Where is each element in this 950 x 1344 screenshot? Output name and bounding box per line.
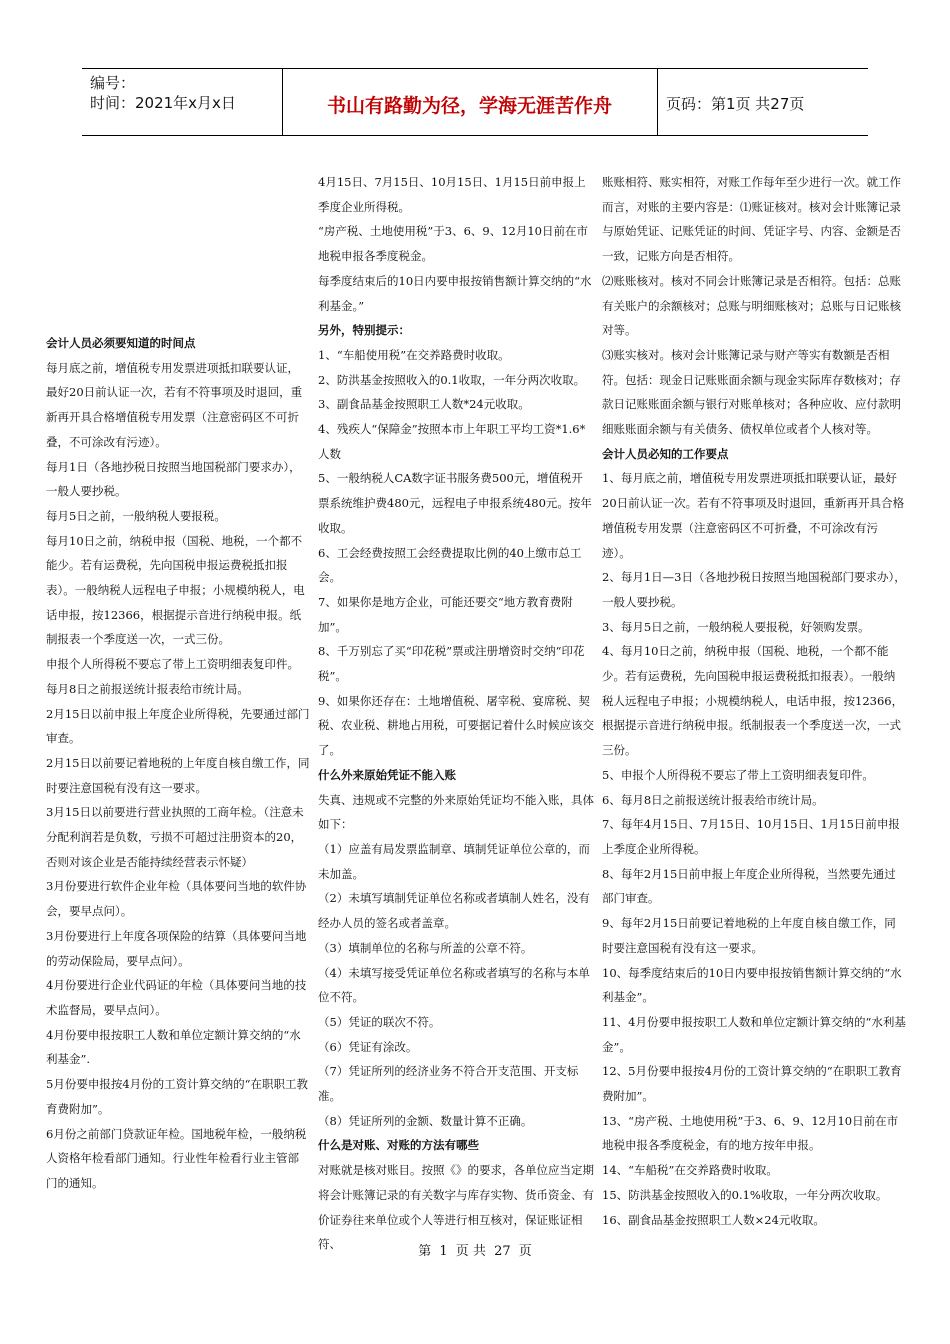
number-label: 编号： <box>90 74 136 92</box>
paragraph: 13、“房产税、土地使用税”于3、6、9、12月10日前在市地税申报各季度税金，有的地方按年申报。 <box>602 1113 899 1153</box>
page-header <box>82 68 868 136</box>
page-footer <box>0 1240 950 1259</box>
paragraph: （3）填制单位的名称与所盖的公章不符。 <box>318 940 533 955</box>
paragraph: ⑶账实核对。核对会计账簿记录与财产等实有数额是否相符。包括：现金日记账账面余额与现金实际库存数核对；存款日记账账面余额与银行对账单核对；各种应收、应付款明细账账面余额与有关债务、债权单位或者个人核对等。 <box>602 347 901 437</box>
section-heading: 会计人员必知的工作要点 <box>602 446 729 461</box>
paragraph: 每月1日（各地抄税日按照当地国税部门要求办），一般人要抄税。 <box>46 459 301 499</box>
paragraph: 8、每年2月15日前申报上年度企业所得税，当然要先通过部门审查。 <box>602 866 896 906</box>
paragraph: 4月份要进行企业代码证的年检（具体要问当地的技术监督局，要早点问）。 <box>46 978 307 1017</box>
paragraph: 2月15日以前申报上年度企业所得税，先要通过部门审查。 <box>46 706 310 746</box>
paragraph: 每月10日之前，纳税申报（国税、地税，一个都不能少。若有运费税，先向国税申报运费税抵扣报表）。一般纳税人远程电子申报；小规模纳税人，电话申报，按12366，根据提示音进行纳税申报。纸制报表一个季度送一次，一式三份。 <box>46 533 305 647</box>
paragraph: （1）应盖有局发票监制章、填制凭证单位公章的，而未加盖。 <box>318 841 590 881</box>
paragraph: 16、副食品基金按照职工人数×24元收取。 <box>602 1212 825 1227</box>
paragraph: （5）凭证的联次不符。 <box>318 1014 441 1029</box>
footer-prefix: 第 <box>418 1244 432 1259</box>
paragraph: 2月15日以前要记着地税的上年度自核自缴工作，同时要注意国税有没有这一要求。 <box>46 755 310 795</box>
text-column-1 <box>46 331 310 1196</box>
paragraph: 9、如果你还存在：土地增值税、屠宰税、宴席税、契税、农业税、耕地占用税，可要据记着什么时候应该交了。 <box>318 693 594 758</box>
paragraph: 7、每年4月15日、7月15日、10月15日、1月15日前申报上季度企业所得税。 <box>602 817 900 856</box>
paragraph: 7、如果你是地方企业，可能还要交“地方教育费附加”。 <box>318 594 573 634</box>
paragraph: 6月份之前部门贷款证年检。国地税年检，一般纳税人资格年检看部门通知。行业性年检看行业主管部门的通知。 <box>46 1126 307 1190</box>
section-heading: 会计人员必须要知道的时间点 <box>46 336 196 350</box>
paragraph: 4月15日、7月15日、10月15日、1月15日前申报上季度企业所得税。 <box>318 175 586 214</box>
paragraph: 8、千万别忘了买“印花税”票或注册增资时交纳“印花税”。 <box>318 644 585 684</box>
paragraph: 4、每月10日之前，纳税申报（国税、地税，一个都不能少。若有运费税，先向国税申报运费税抵扣报表）。一般纳税人远程电子申报；小规模纳税人，电话申报，按12366，根据提示音进行纳税申报。纸制报表一个季度送一次，一式三份。 <box>602 644 904 758</box>
paragraph: （8）凭证所列的金额、数量计算不正确。 <box>318 1113 533 1128</box>
section-heading: 什么外来原始凭证不能入账 <box>318 767 456 782</box>
paragraph: 2、每月1日—3日（各地抄税日按照当地国税部门要求办），一般人要抄税。 <box>602 570 906 609</box>
paragraph: ⑵账账核对。核对不同会计账簿记录是否相符。包括：总账有关账户的余额核对；总账与明细账核对；总账与日记账核对等。 <box>602 273 901 338</box>
paragraph: “房产税、土地使用税”于3、6、9、12月10日前在市地税申报各季度税金。 <box>318 224 588 264</box>
footer-mid: 页 共 <box>455 1244 486 1259</box>
paragraph: 12、5月份要申报按4月份的工资计算交纳的“在职职工教育费附加”。 <box>602 1064 902 1104</box>
paragraph: 每月8日之前报送统计报表给市统计局。 <box>46 681 249 696</box>
paragraph: 3月15日以前要进行营业执照的工商年检。（注意未分配利润若是负数，亏损不可超过注册资本的20，否则对该企业是否能持续经营表示怀疑） <box>46 805 304 869</box>
paragraph: 3月份要进行上年度各项保险的结算（具体要问当地的劳动保险局，要早点问）。 <box>46 928 307 968</box>
paragraph: 每月5日之前，一般纳税人要报税。 <box>46 508 226 523</box>
paragraph: （2）未填写填制凭证单位名称或者填制人姓名，没有经办人员的签名或者盖章。 <box>318 891 590 931</box>
paragraph: 3月份要进行软件企业年检（具体要问当地的软件协会，要早点问）。 <box>46 879 307 919</box>
paragraph: 申报个人所得税不要忘了带上工资明细表复印件。 <box>46 657 299 672</box>
text-column-2 <box>318 170 594 1257</box>
paragraph: （7）凭证所列的经济业务不符合开支范围、开支标准。 <box>318 1064 579 1104</box>
header-divider <box>657 69 658 135</box>
paragraph: 每月底之前，增值税专用发票进项抵扣联要认证，最好20日前认证一次，若有不符事项及时退回，重新再开具合格增值税专用发票（注意密码区不可折叠，不可涂改有污迹）。 <box>46 360 303 449</box>
paragraph: 14、“车船税”在交养路费时收取。 <box>602 1163 778 1178</box>
paragraph: （4）未填写接受凭证单位名称或者填写的名称与本单位不符。 <box>318 965 590 1005</box>
header-motto: 书山有路勤为径，学海无涯苦作舟 <box>326 95 612 117</box>
paragraph: （6）凭证有涂改。 <box>318 1039 418 1054</box>
paragraph: 2、防洪基金按照收入的0.1收取，一年分两次收取。 <box>318 372 586 387</box>
paragraph: 1、“车船使用税”在交养路费时收取。 <box>318 347 510 362</box>
paragraph: 每季度结束后的10日内要申报按销售额计算交纳的“水利基金。” <box>318 273 592 313</box>
paragraph: 5、一般纳税人CA数字证书服务费500元，增值税开票系统维护费480元，远程电子申报系统480元。按年收取。 <box>318 471 592 535</box>
paragraph: 6、工会经费按照工会经费提取比例的40上缴市总工会。 <box>318 545 582 585</box>
footer-page-number: 1 <box>439 1244 448 1259</box>
paragraph: 5月份要申报按4月份的工资计算交纳的“在职职工教育费附加”。 <box>46 1077 309 1116</box>
header-page-info: 页码：第1页 共27页 <box>666 95 805 113</box>
footer-total-pages: 27 <box>494 1244 511 1259</box>
paragraph: 3、每月5日之前，一般纳税人要报税，好领购发票。 <box>602 619 870 634</box>
section-heading: 什么是对账、对账的方法有哪些 <box>318 1138 479 1153</box>
paragraph: 4月份要申报按职工人数和单位定额计算交纳的“水利基金”. <box>46 1027 301 1067</box>
paragraph: 账账相符、账实相符，对账工作每年至少进行一次。就工作而言，对账的主要内容是：⑴账证核对。核对会计账簿记录与原始凭证、记账凭证的时间、凭证字号、内容、金额是否一致，记账方向是否相符。 <box>602 175 901 264</box>
paragraph: 10、每季度结束后的10日内要申报按销售额计算交纳的“水利基金”。 <box>602 965 902 1005</box>
time-label: 时间：2021年x月x日 <box>90 94 236 112</box>
footer-suffix: 页 <box>518 1244 532 1259</box>
paragraph: 5、申报个人所得税不要忘了带上工资明细表复印件。 <box>602 767 874 782</box>
paragraph: 失真、违规或不完整的外来原始凭证均不能入账，具体如下： <box>318 792 594 832</box>
text-column-3 <box>602 170 906 1232</box>
paragraph: 9、每年2月15日前要记着地税的上年度自核自缴工作，同时要注意国税有没有这一要求。 <box>602 916 896 955</box>
paragraph: 1、每月底之前，增值税专用发票进项抵扣联要认证，最好20日前认证一次。若有不符事项及时退回，重新再开具合格增值税专用发票（注意密码区不可折叠，不可涂改有污迹）。 <box>602 471 905 560</box>
section-heading: 另外，特别提示： <box>318 323 410 338</box>
paragraph: 3、副食品基金按照职工人数*24元收取。 <box>318 397 530 412</box>
paragraph: 15、防洪基金按照收入的0.1%收取，一年分两次收取。 <box>602 1187 888 1202</box>
header-meta <box>90 73 280 113</box>
paragraph: 对账就是核对账目。按照《》的要求，各单位应当定期将会计账簿记录的有关数字与库存实物、货币资金、有价证券往来单位或个人等进行相互核对，保证账证相符、 <box>318 1163 594 1252</box>
paragraph: 6、每月8日之前报送统计报表给市统计局。 <box>602 792 824 807</box>
paragraph: 11、4月份要申报按职工人数和单位定额计算交纳的“水利基金”。 <box>602 1014 906 1054</box>
paragraph: 4、残疾人“保障金”按照本市上年职工平均工资*1.6*人数 <box>318 422 586 461</box>
